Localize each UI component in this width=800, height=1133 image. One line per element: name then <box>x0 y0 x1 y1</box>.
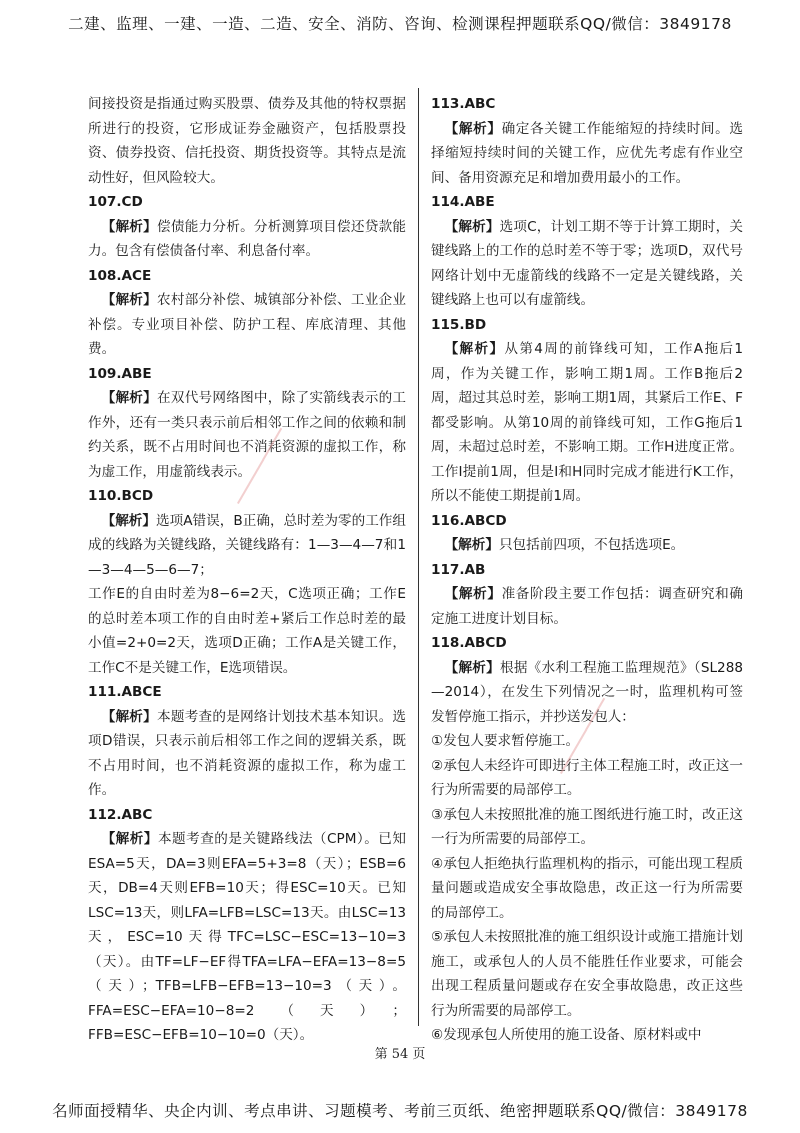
question-number-118: 118.ABCD <box>431 635 507 651</box>
answer-107 <box>88 215 406 264</box>
list-item: ④承包人拒绝执行监理机构的指示，可能出现工程质量问题或造成安全事故隐患，改正这一行为所需要的局部停工。 <box>431 855 743 921</box>
analysis-text-112: 本题考查的是关键路线法（CPM）。已知ESA=5天，DA=3则EFA=5+3=8（天）；ESB=6天，DB=4天则EFB=10天；得ESC=10天。已知LSC=13天，则LFA=LFB=LSC=13天。由LSC=13天，ESC=10天得TFC=LSC−ESC=13−10=3（天）。由TF=LF−EF得TFA=LFA−EFA=13−8=5（天）；TFB=LFB−EFB=13−10=3（天）。FFA=ESC−EFA=10−8=2（天）；FFB=ESC−EFB=10−10=0（天）。 <box>88 831 406 1043</box>
question-number-113: 113.ABC <box>431 96 496 112</box>
list-item: ③承包人未按照批准的施工图纸进行施工时，改正这一行为所需要的局部停工。 <box>431 806 743 847</box>
analysis-text-115: 从第4周的前锋线可知，工作A拖后1周，作为关键工作，影响工期1周。工作B拖后2周，超过其总时差，影响工期1周，其紧后工作E、F都受影响。从第10周的前锋线可知，工作G拖后1周，未超过总时差，不影响工期。工作H进度正常。工作I提前1周，但是I和H同时完成才能进行K工作，所以不能使工期提前1周。 <box>431 341 743 504</box>
analysis-tag: 【解析】 <box>101 708 157 725</box>
question-number-112: 112.ABC <box>88 806 153 823</box>
analysis-text-111: 本题考查的是网络计划技术基本知识。选项D错误，只表示前后相邻工作之间的逻辑关系，既不占用时间，也不消耗资源的虚拟工作，称为虚工作。 <box>88 708 407 798</box>
answer-112 <box>88 827 406 1048</box>
answer-109 <box>88 386 406 484</box>
analysis-tag: 【解析】 <box>444 659 500 676</box>
column-divider <box>418 88 419 1026</box>
analysis-text-118: 根据《水利工程施工监理规范》（SL288—2014），在发生下列情况之一时，监理机构可签发暂停施工指示，并抄送发包人： <box>431 659 744 725</box>
question-number-116: 116.ABCD <box>431 512 507 529</box>
page-number: 第 54 页 <box>374 1047 426 1062</box>
analysis-tag: 【解析】 <box>444 537 499 553</box>
answer-113 <box>431 117 743 191</box>
question-number-109: 109.ABE <box>88 365 152 382</box>
answer-110 <box>88 509 406 583</box>
answer-115 <box>431 337 743 509</box>
question-number-114: 114.ABE <box>431 194 495 210</box>
answer-111 <box>88 705 406 803</box>
analysis-text-108: 农村部分补偿、城镇部分补偿、工业企业补偿。专业项目补偿、防护工程、库底清理、其他费。 <box>88 292 407 357</box>
analysis-tag: 【解析】 <box>444 341 505 357</box>
analysis-text-114: 选项C，计划工期不等于计算工期时，关键线路上的工作的总时差不等于零；选项D，双代号网络计划中无虚箭线的线路不一定是关键线路，关键线路上也可以有虚箭线。 <box>431 218 743 308</box>
analysis-text-109: 在双代号网络图中，除了实箭线表示的工作外，还有一类只表示前后相邻工作之间的依赖和制约关系，既不占用时间也不消耗资源的虚拟工作，称为虚工作，用虚箭线表示。 <box>88 390 407 480</box>
analysis-tag: 【解析】 <box>101 831 158 847</box>
intro-paragraph: 间接投资是指通过购买股票、债券及其他的特权票据所进行的投资，它形成证券金融资产，包括股票投资、债券投资、信托投资、期货投资等。其特点是流动性好，但风险较大。 <box>88 96 406 186</box>
question-number-115: 115.BD <box>431 316 487 333</box>
list-item: ②承包人未经许可即进行主体工程施工时，改正这一行为所需要的局部停工。 <box>431 757 743 798</box>
analysis-text-116: 只包括前四项，不包括选项E。 <box>498 537 685 553</box>
analysis-tag: 【解析】 <box>444 586 502 602</box>
list-item: ⑥发现承包人所使用的施工设备、原材料或中 <box>431 1027 702 1043</box>
analysis-tag: 【解析】 <box>444 120 502 137</box>
analysis-tag: 【解析】 <box>101 512 157 529</box>
analysis-text-110a: 选项A错误，B正确，总时差为零的工作组成的线路为关键线路，关键线路有：1—3—4—7和1—3—4—5—6—7； <box>88 512 407 578</box>
list-item: ①发包人要求暂停施工。 <box>431 733 580 749</box>
analysis-tag: 【解析】 <box>101 218 157 235</box>
left-column <box>88 92 406 1048</box>
answer-108 <box>88 288 406 362</box>
analysis-text-113: 确定各关键工作能缩短的持续时间。选择缩短持续时间的关键工作，应优先考虑有作业空间、备用资源充足和增加费用最小的工作。 <box>431 120 744 186</box>
answer-116 <box>431 533 743 558</box>
analysis-tag: 【解析】 <box>101 390 157 406</box>
analysis-text-117: 准备阶段主要工作包括：调查研究和确定施工进度计划目标。 <box>431 586 744 627</box>
right-column <box>431 92 743 1048</box>
question-number-117: 117.AB <box>431 561 486 578</box>
analysis-text-107: 偿债能力分析。分析测算项目偿还贷款能力。包含有偿债备付率、利息备付率。 <box>88 218 407 259</box>
question-number-111: 111.ABCE <box>88 684 162 700</box>
list-item: ⑤承包人未按照批准的施工组织设计或施工措施计划施工，或承包人的人员不能胜任作业要求，可能会出现工程质量问题或存在安全事故隐患，改正这些行为所需要的局部停工。 <box>431 929 743 1019</box>
analysis-tag: 【解析】 <box>101 292 157 308</box>
watermark-mark: ━━━━━━━━━━━━ <box>232 424 288 507</box>
answer-114 <box>431 215 743 313</box>
analysis-tag: 【解析】 <box>444 218 500 235</box>
analysis-text-110b: 工作E的自由时差为8−6=2天，C选项正确；工作E的总时差本项工作的自由时差+紧后工作总时差的最小值=2+0=2天，选项D正确；工作A是关键工作，工作C不是关键工作，E选项错误。 <box>88 586 406 676</box>
watermark-mark: ━━━━━━━━━━━━ <box>555 694 611 777</box>
answer-117 <box>431 582 743 631</box>
question-number-110: 110.BCD <box>88 488 154 504</box>
page-footer-banner: 名师面授精华、央企内训、考点串讲、习题模考、考前三页纸、绝密押题联系QQ/微信：3849178 <box>52 1102 748 1120</box>
question-number-107: 107.CD <box>88 194 143 210</box>
question-number-108: 108.ACE <box>88 267 152 284</box>
page-header-banner: 二建、监理、一建、一造、二造、安全、消防、咨询、检测课程押题联系QQ/微信：3849178 <box>68 15 732 33</box>
